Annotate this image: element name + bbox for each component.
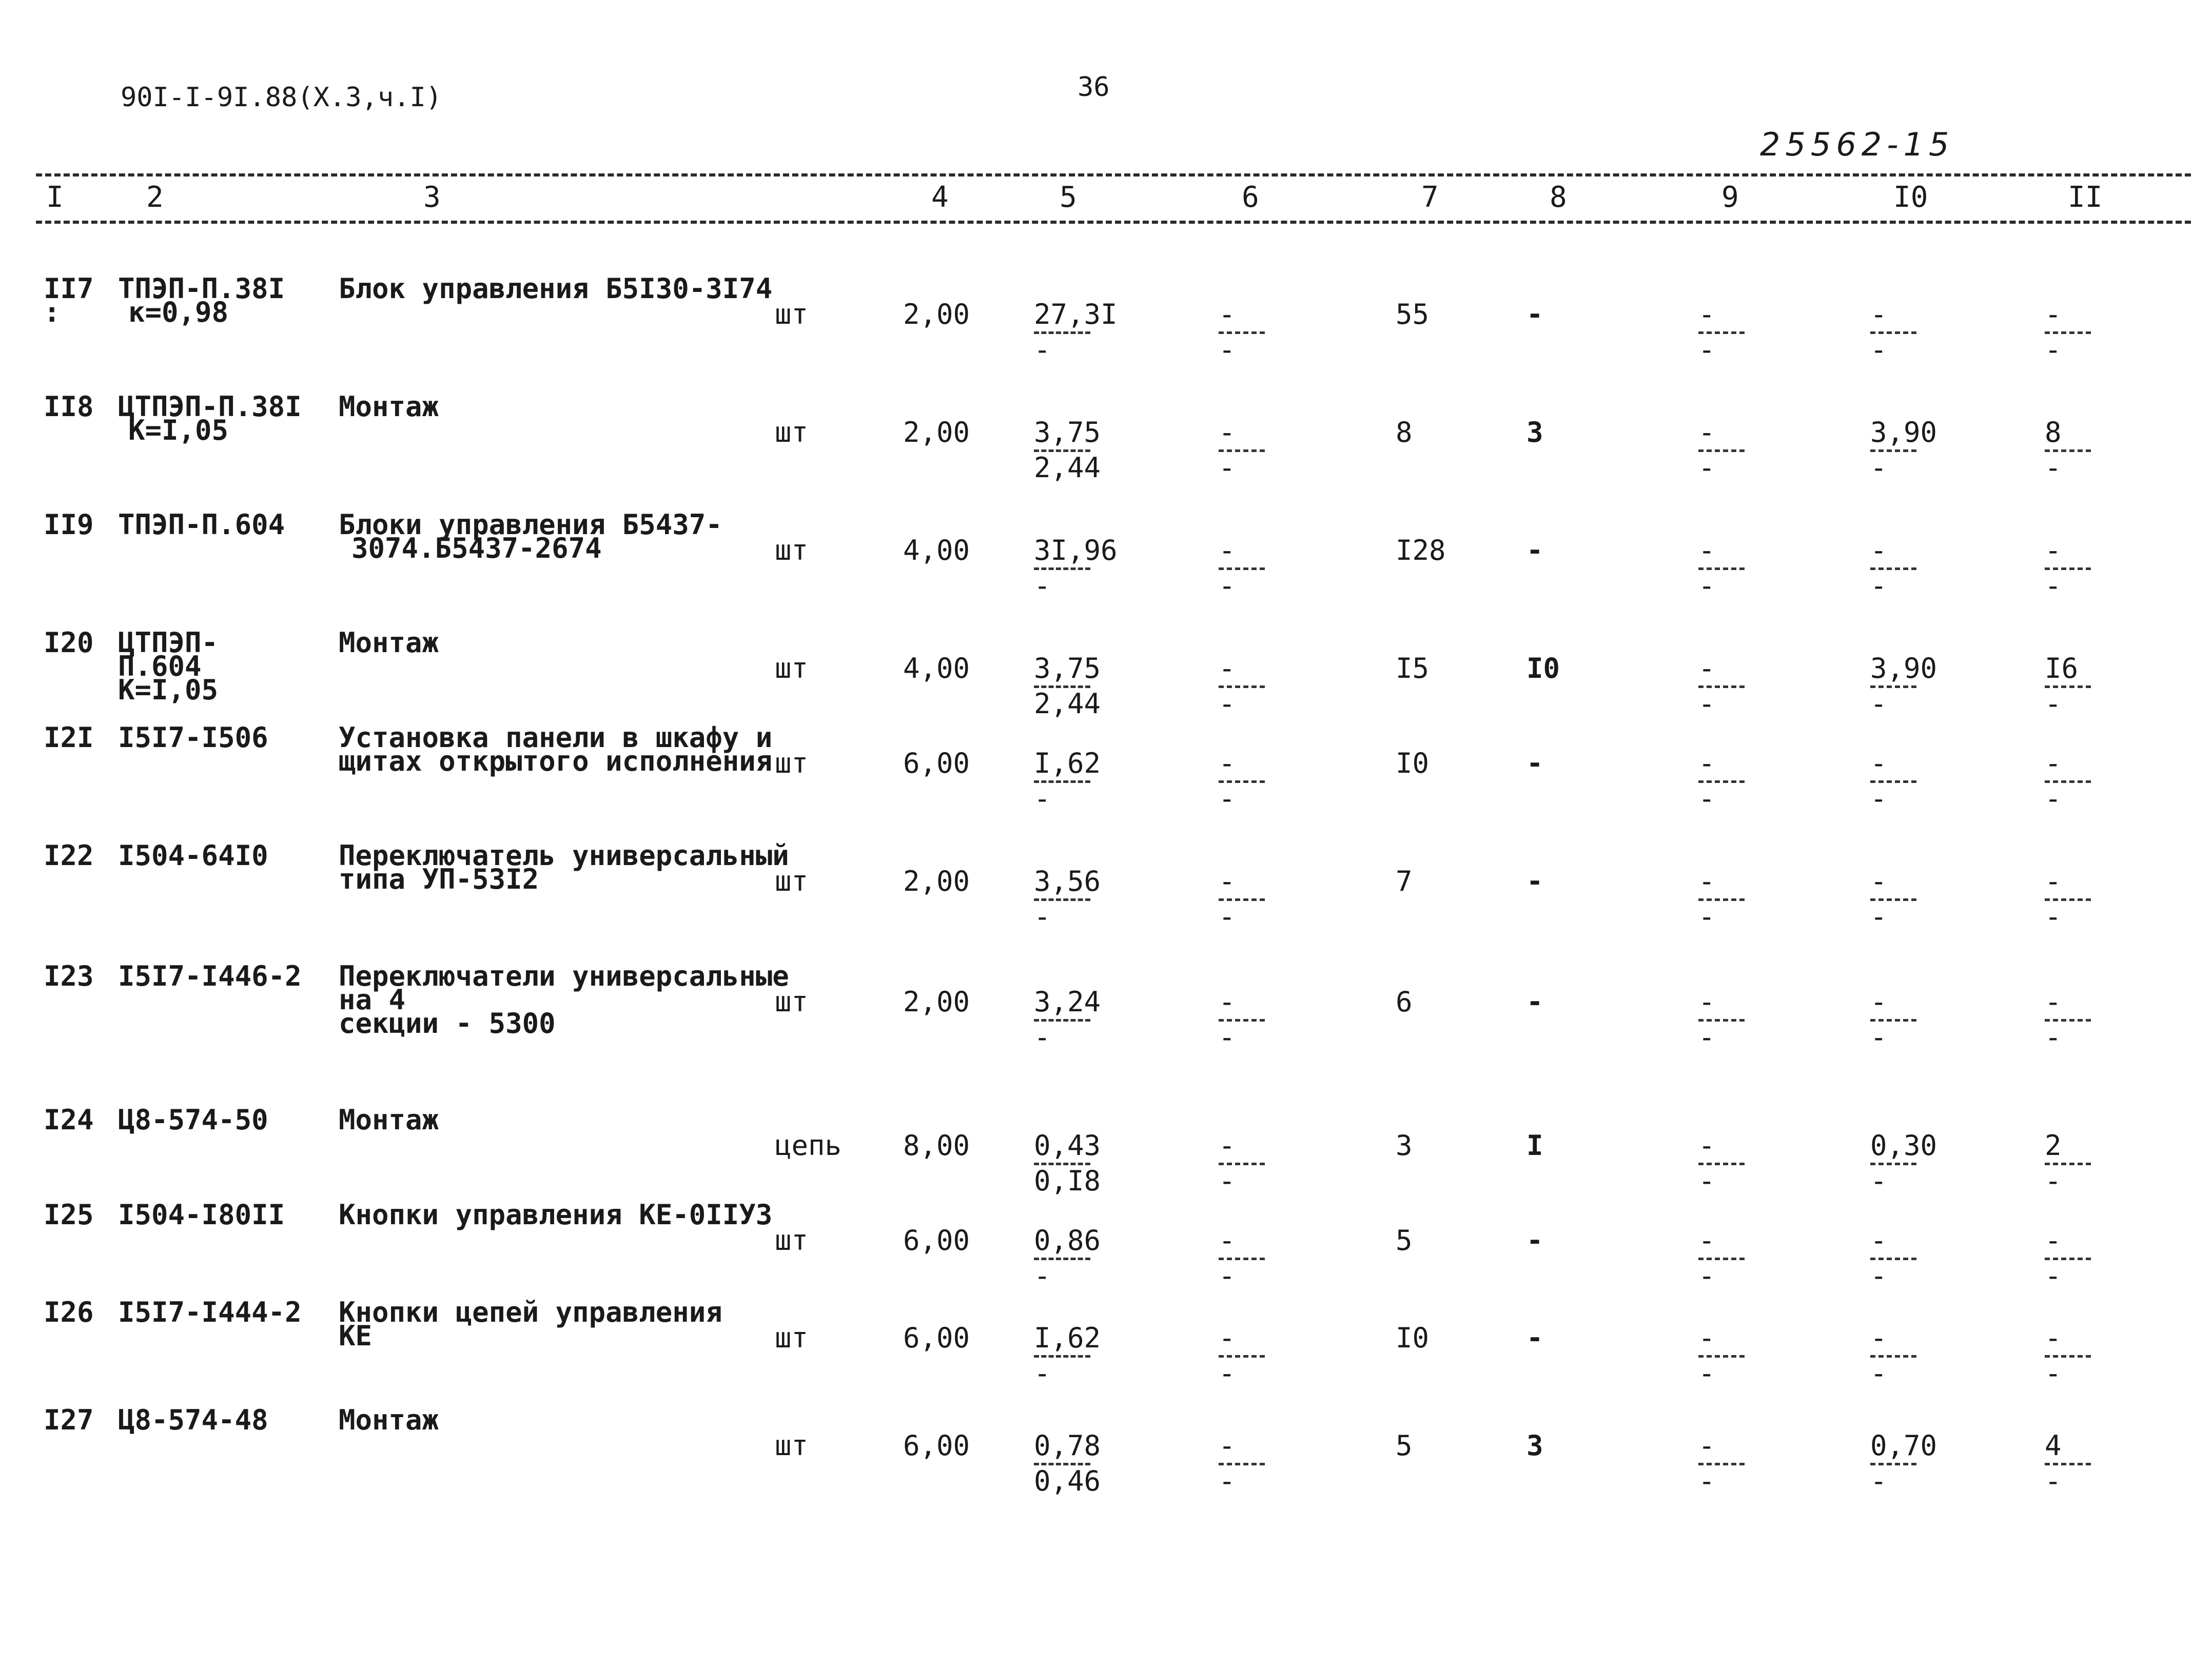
col11-value-numerator: - <box>2045 1224 2062 1257</box>
item-description: Блоки управления Б5437- <box>339 508 722 541</box>
col6-value-numerator: - <box>1219 298 1236 330</box>
col11-value-denominator: - <box>2045 334 2062 366</box>
col11-value-numerator: - <box>2045 865 2062 897</box>
col9-value-denominator: - <box>1698 688 1715 720</box>
col11-value-numerator: 2 <box>2045 1129 2062 1162</box>
col9-value-numerator: - <box>1698 747 1715 779</box>
quantity: 2,00 <box>903 298 970 330</box>
rate-code: I5I7-I506 <box>118 721 268 754</box>
col11-value-denominator: - <box>2045 452 2062 484</box>
col5-value <box>1034 865 1101 933</box>
rate-code: I504-I80II <box>118 1199 285 1231</box>
col5-value-denominator: - <box>1034 1357 1051 1389</box>
column-header: 5 <box>1060 181 1077 214</box>
col9-value-denominator: - <box>1698 1357 1715 1389</box>
col5-value-numerator: 0,78 <box>1034 1429 1101 1462</box>
rate-code: I5I7-I446-2 <box>118 960 302 992</box>
col5-value <box>1034 1429 1101 1497</box>
col5-value-numerator: 27,3I <box>1034 298 1118 330</box>
col10-value <box>1870 652 1937 720</box>
col10-value-numerator: - <box>1870 747 1887 779</box>
col11-value <box>2045 986 2091 1053</box>
col11-value <box>2045 747 2091 815</box>
col9-value-denominator: - <box>1698 1260 1715 1292</box>
col11-value-numerator: - <box>2045 747 2062 779</box>
col10-value-denominator: - <box>1870 688 1887 720</box>
col6-value-denominator: - <box>1219 1357 1236 1389</box>
col6-value-numerator: - <box>1219 865 1236 897</box>
col5-value-numerator: 0,43 <box>1034 1129 1101 1162</box>
col6-value <box>1219 652 1265 720</box>
col6-value-numerator: - <box>1219 747 1236 779</box>
col6-value-numerator: - <box>1219 652 1236 684</box>
column-header: 4 <box>931 181 949 214</box>
col5-value-denominator: - <box>1034 570 1051 602</box>
col11-value <box>2045 416 2091 484</box>
col9-value <box>1698 416 1745 484</box>
col5-value <box>1034 298 1118 366</box>
col9-value <box>1698 747 1745 815</box>
unit-of-measure: шт <box>775 652 809 684</box>
rate-code: Ц8-574-50 <box>118 1104 268 1136</box>
column-header: 9 <box>1721 181 1739 214</box>
col9-value-denominator: - <box>1698 570 1715 602</box>
col9-value-numerator: - <box>1698 1129 1715 1162</box>
row-number: I25 <box>44 1199 94 1231</box>
col5-value-denominator: 0,I8 <box>1034 1165 1101 1197</box>
col10-value-denominator: - <box>1870 452 1887 484</box>
row-number: II7 <box>44 272 94 305</box>
col5-value <box>1034 747 1101 815</box>
col11-value <box>2045 298 2091 366</box>
col6-value <box>1219 416 1265 484</box>
column-header: II <box>2068 181 2103 214</box>
item-description: секции - 5300 <box>339 1007 556 1040</box>
col10-value-denominator: - <box>1870 782 1887 815</box>
col5-value <box>1034 1322 1101 1389</box>
rate-code: ЦТПЭП- <box>118 626 219 659</box>
col7-value: I0 <box>1396 1322 1430 1354</box>
col6-value-numerator: - <box>1219 534 1236 566</box>
col5-value-numerator: I,62 <box>1034 1322 1101 1354</box>
col10-value-numerator: - <box>1870 534 1887 566</box>
col8-value: - <box>1526 986 1543 1018</box>
col6-value-numerator: - <box>1219 1429 1236 1462</box>
col6-value-numerator: - <box>1219 416 1236 448</box>
col5-value-numerator: 3I,96 <box>1034 534 1118 566</box>
col11-value-denominator: - <box>2045 900 2062 933</box>
row-number: I23 <box>44 960 94 992</box>
col5-value-numerator: 3,75 <box>1034 652 1101 684</box>
column-header: 3 <box>423 181 441 214</box>
col6-value-denominator: - <box>1219 1465 1236 1497</box>
item-description: Установка панели в шкафу и <box>339 721 773 754</box>
col6-value-numerator: - <box>1219 986 1236 1018</box>
col5-value <box>1034 416 1101 484</box>
col8-value: - <box>1526 534 1543 566</box>
handwritten-note: 25562-15 <box>1760 126 1954 163</box>
header-rule-top <box>36 173 2191 177</box>
col9-value-denominator: - <box>1698 1165 1715 1197</box>
col9-value-numerator: - <box>1698 416 1715 448</box>
col9-value <box>1698 1322 1745 1389</box>
item-description: Монтаж <box>339 626 439 659</box>
quantity: 6,00 <box>903 1224 970 1257</box>
col5-value-numerator: 3,24 <box>1034 986 1101 1018</box>
col5-value-denominator: - <box>1034 782 1051 815</box>
col9-value-numerator: - <box>1698 986 1715 1018</box>
col11-value-numerator: - <box>2045 1322 2062 1354</box>
row-number: II9 <box>44 508 94 541</box>
col10-value <box>1870 1129 1937 1197</box>
col8-value: - <box>1526 1322 1543 1354</box>
col5-value-numerator: 0,86 <box>1034 1224 1101 1257</box>
row-number: II8 <box>44 390 94 423</box>
col7-value: I0 <box>1396 747 1430 779</box>
column-header: I <box>46 181 64 214</box>
col10-value-denominator: - <box>1870 1465 1887 1497</box>
col10-value-denominator: - <box>1870 570 1887 602</box>
col5-value-denominator: 2,44 <box>1034 688 1101 720</box>
col11-value-numerator: - <box>2045 534 2062 566</box>
col6-value-denominator: - <box>1219 1165 1236 1197</box>
quantity: 8,00 <box>903 1129 970 1162</box>
col9-value-numerator: - <box>1698 534 1715 566</box>
item-description: Переключатели универсальные <box>339 960 789 992</box>
col11-value <box>2045 865 2091 933</box>
col6-value-numerator: - <box>1219 1129 1236 1162</box>
col6-value-numerator: - <box>1219 1322 1236 1354</box>
unit-of-measure: шт <box>775 986 809 1018</box>
unit-of-measure: шт <box>775 1322 809 1354</box>
rate-code: К=I,05 <box>128 414 229 446</box>
item-description: типа УП-53I2 <box>339 863 539 895</box>
col10-value <box>1870 747 1916 815</box>
col10-value <box>1870 298 1916 366</box>
col9-value-denominator: - <box>1698 900 1715 933</box>
quantity: 2,00 <box>903 986 970 1018</box>
col11-value <box>2045 1224 2091 1292</box>
column-header: I0 <box>1893 181 1928 214</box>
col5-value-denominator: 2,44 <box>1034 452 1101 484</box>
col10-value <box>1870 416 1937 484</box>
col9-value <box>1698 986 1745 1053</box>
col6-value <box>1219 534 1265 602</box>
col6-value-denominator: - <box>1219 334 1236 366</box>
col6-value-denominator: - <box>1219 1260 1236 1292</box>
col11-value-numerator: - <box>2045 298 2062 330</box>
column-header: 6 <box>1242 181 1259 214</box>
row-number-mark: : <box>44 296 61 328</box>
col10-value <box>1870 1429 1937 1497</box>
col11-value <box>2045 1429 2091 1497</box>
col7-value: 3 <box>1396 1129 1413 1162</box>
col9-value <box>1698 298 1745 366</box>
col8-value: - <box>1526 747 1543 779</box>
col10-value-numerator: 0,30 <box>1870 1129 1937 1162</box>
col6-value-denominator: - <box>1219 452 1236 484</box>
col7-value: 7 <box>1396 865 1413 897</box>
col11-value <box>2045 1322 2091 1389</box>
col11-value-denominator: - <box>2045 1357 2062 1389</box>
col11-value-numerator: - <box>2045 986 2062 1018</box>
row-number: I24 <box>44 1104 94 1136</box>
col11-value-denominator: - <box>2045 1465 2062 1497</box>
col11-value-denominator: - <box>2045 688 2062 720</box>
col7-value: 55 <box>1396 298 1430 330</box>
item-description: КЕ <box>339 1320 373 1352</box>
row-number: I27 <box>44 1404 94 1436</box>
document-code: 90I-I-9I.88(X.3,ч.I) <box>121 82 442 113</box>
col5-value-denominator: - <box>1034 1260 1051 1292</box>
col6-value <box>1219 1429 1265 1497</box>
col5-value-denominator: - <box>1034 900 1051 933</box>
row-number: I22 <box>44 839 94 872</box>
col10-value-numerator: - <box>1870 1322 1887 1354</box>
col10-value-denominator: - <box>1870 900 1887 933</box>
col9-value <box>1698 1129 1745 1197</box>
col6-value-denominator: - <box>1219 570 1236 602</box>
item-description: Переключатель универсальный <box>339 839 789 872</box>
col9-value-numerator: - <box>1698 1322 1715 1354</box>
col9-value <box>1698 1429 1745 1497</box>
rate-code: ЦТПЭП-П.38I <box>118 390 302 423</box>
rate-code: к=0,98 <box>128 296 229 328</box>
col11-value-denominator: - <box>2045 1260 2062 1292</box>
col10-value-denominator: - <box>1870 334 1887 366</box>
col11-value <box>2045 652 2091 720</box>
col10-value-numerator: 3,90 <box>1870 652 1937 684</box>
col7-value: 5 <box>1396 1429 1413 1462</box>
col6-value <box>1219 1322 1265 1389</box>
col11-value <box>2045 534 2091 602</box>
quantity: 4,00 <box>903 534 970 566</box>
item-description: Блок управления Б5I30-3I74 <box>339 272 773 305</box>
col9-value-numerator: - <box>1698 652 1715 684</box>
col5-value-denominator: - <box>1034 1021 1051 1053</box>
col10-value-numerator: 3,90 <box>1870 416 1937 448</box>
col5-value <box>1034 1224 1101 1292</box>
header-rule-bottom <box>36 221 2191 224</box>
col10-value-numerator: 0,70 <box>1870 1429 1937 1462</box>
col7-value: I28 <box>1396 534 1446 566</box>
col5-value <box>1034 1129 1101 1197</box>
col8-value: I <box>1526 1129 1543 1162</box>
unit-of-measure: цепь <box>775 1129 842 1162</box>
col6-value <box>1219 986 1265 1053</box>
col7-value: 5 <box>1396 1224 1413 1257</box>
unit-of-measure: шт <box>775 747 809 779</box>
quantity: 2,00 <box>903 865 970 897</box>
col5-value-numerator: I,62 <box>1034 747 1101 779</box>
col11-value-numerator: 4 <box>2045 1429 2062 1462</box>
col9-value-denominator: - <box>1698 452 1715 484</box>
column-header: 2 <box>146 181 164 214</box>
col10-value <box>1870 865 1916 933</box>
col9-value <box>1698 1224 1745 1292</box>
rate-code: I5I7-I444-2 <box>118 1296 302 1328</box>
item-description: Монтаж <box>339 1404 439 1436</box>
col6-value <box>1219 298 1265 366</box>
col10-value <box>1870 534 1916 602</box>
col5-value-denominator: - <box>1034 334 1051 366</box>
col9-value-denominator: - <box>1698 1021 1715 1053</box>
col6-value-denominator: - <box>1219 900 1236 933</box>
col6-value <box>1219 1224 1265 1292</box>
unit-of-measure: шт <box>775 416 809 448</box>
col6-value <box>1219 747 1265 815</box>
col9-value <box>1698 865 1745 933</box>
col11-value-numerator: I6 <box>2045 652 2079 684</box>
rate-code: ТПЭП-П.38I <box>118 272 285 305</box>
col7-value: 6 <box>1396 986 1413 1018</box>
col7-value: I5 <box>1396 652 1430 684</box>
column-header: 8 <box>1550 181 1567 214</box>
col6-value-denominator: - <box>1219 1021 1236 1053</box>
col10-value-numerator: - <box>1870 298 1887 330</box>
col10-value <box>1870 986 1916 1053</box>
unit-of-measure: шт <box>775 534 809 566</box>
col9-value-numerator: - <box>1698 865 1715 897</box>
item-description: Монтаж <box>339 390 439 423</box>
unit-of-measure: шт <box>775 865 809 897</box>
col5-value <box>1034 986 1101 1053</box>
col9-value-numerator: - <box>1698 1429 1715 1462</box>
col10-value-denominator: - <box>1870 1357 1887 1389</box>
rate-code: ТПЭП-П.604 <box>118 508 285 541</box>
col6-value-denominator: - <box>1219 782 1236 815</box>
col8-value: - <box>1526 298 1543 330</box>
col10-value-denominator: - <box>1870 1260 1887 1292</box>
col9-value-numerator: - <box>1698 298 1715 330</box>
item-description: щитах открытого исполнения <box>339 745 773 777</box>
col5-value <box>1034 534 1118 602</box>
row-number: I20 <box>44 626 94 659</box>
col10-value <box>1870 1224 1916 1292</box>
col9-value <box>1698 652 1745 720</box>
col9-value-denominator: - <box>1698 1465 1715 1497</box>
row-number: I26 <box>44 1296 94 1328</box>
item-description: Монтаж <box>339 1104 439 1136</box>
col8-value: I0 <box>1526 652 1560 684</box>
col5-value <box>1034 652 1101 720</box>
unit-of-measure: шт <box>775 1224 809 1257</box>
col11-value-denominator: - <box>2045 1165 2062 1197</box>
col10-value <box>1870 1322 1916 1389</box>
col10-value-denominator: - <box>1870 1021 1887 1053</box>
col9-value <box>1698 534 1745 602</box>
column-header: 7 <box>1421 181 1439 214</box>
col10-value-denominator: - <box>1870 1165 1887 1197</box>
col6-value <box>1219 1129 1265 1197</box>
rate-code: I504-64I0 <box>118 839 268 872</box>
item-description: 3074.Б5437-2674 <box>351 532 602 564</box>
col9-value-numerator: - <box>1698 1224 1715 1257</box>
item-description: Кнопки управления КЕ-0IIУ3 <box>339 1199 773 1231</box>
col5-value-numerator: 3,56 <box>1034 865 1101 897</box>
col6-value-numerator: - <box>1219 1224 1236 1257</box>
col8-value: - <box>1526 865 1543 897</box>
col6-value-denominator: - <box>1219 688 1236 720</box>
row-number: I2I <box>44 721 94 754</box>
quantity: 2,00 <box>903 416 970 448</box>
col11-value-denominator: - <box>2045 570 2062 602</box>
unit-of-measure: шт <box>775 298 809 330</box>
item-description: на 4 <box>339 984 406 1016</box>
col8-value: - <box>1526 1224 1543 1257</box>
col8-value: 3 <box>1526 416 1543 448</box>
col5-value-denominator: 0,46 <box>1034 1465 1101 1497</box>
page-number: 36 <box>1078 72 1110 103</box>
col6-value <box>1219 865 1265 933</box>
col10-value-numerator: - <box>1870 986 1887 1018</box>
col9-value-denominator: - <box>1698 334 1715 366</box>
quantity: 6,00 <box>903 747 970 779</box>
col10-value-numerator: - <box>1870 865 1887 897</box>
item-description: Кнопки цепей управления <box>339 1296 722 1328</box>
col9-value-denominator: - <box>1698 782 1715 815</box>
col5-value-numerator: 3,75 <box>1034 416 1101 448</box>
col10-value-numerator: - <box>1870 1224 1887 1257</box>
unit-of-measure: шт <box>775 1429 809 1462</box>
col11-value-denominator: - <box>2045 782 2062 815</box>
quantity: 4,00 <box>903 652 970 684</box>
col7-value: 8 <box>1396 416 1413 448</box>
rate-code: Ц8-574-48 <box>118 1404 268 1436</box>
rate-code: П.604 <box>118 650 202 682</box>
col11-value-denominator: - <box>2045 1021 2062 1053</box>
col8-value: 3 <box>1526 1429 1543 1462</box>
quantity: 6,00 <box>903 1429 970 1462</box>
col11-value <box>2045 1129 2091 1197</box>
rate-code: К=I,05 <box>118 674 219 706</box>
quantity: 6,00 <box>903 1322 970 1354</box>
col11-value-numerator: 8 <box>2045 416 2062 448</box>
